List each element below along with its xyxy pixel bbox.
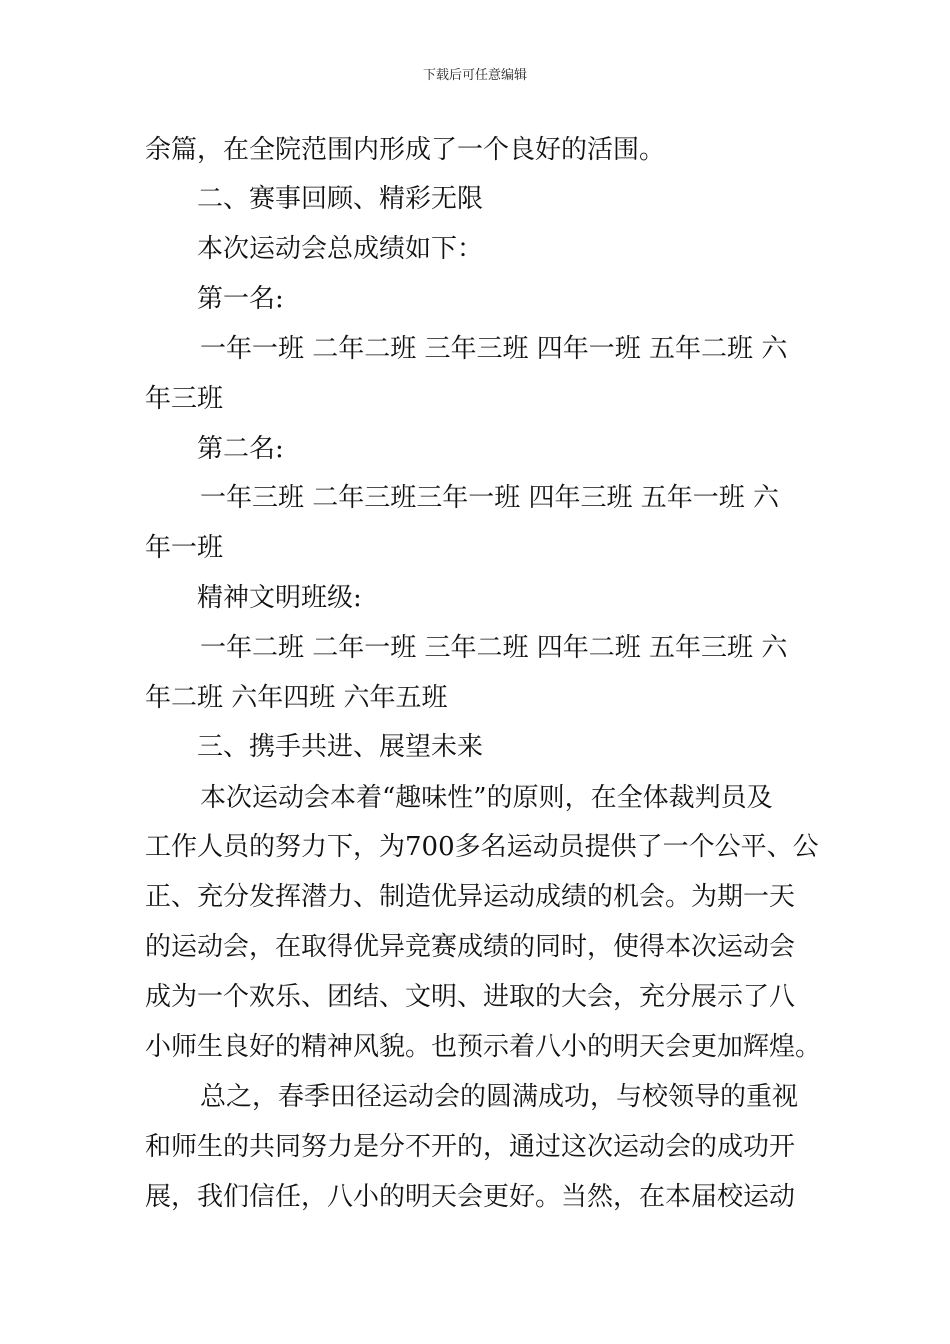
text-line: 本次运动会总成绩如下： [197,234,484,264]
section-heading: 三、携手共进、展望未来 [197,732,484,762]
text-line: 一年三班 二年三班三年一班 四年三班 五年一班 六 [200,483,780,513]
text-line: 的运动会，在取得优异竞赛成绩的同时，使得本次运动会 [145,932,796,962]
result-label: 第二名: [197,434,284,464]
text-line: 工作人员的努力下，为700多名运动员提供了一个公平、公 [145,832,819,862]
text-line: 展，我们信任，八小的明天会更好。当然，在本届校运动 [145,1182,796,1212]
text-line: 余篇，在全院范围内形成了一个良好的活围。 [145,135,666,165]
text-line: 成为一个欢乐、团结、文明、进取的大会，充分展示了八 [145,982,796,1012]
result-label: 第一名: [197,284,284,314]
text-line: 正、充分发挥潜力、制造优异运动成绩的机会。为期一天 [145,882,796,912]
text-line: 年二班 六年四班 六年五班 [145,683,448,713]
text-line: 总之，春季田径运动会的圆满成功，与校领导的重视 [200,1082,799,1112]
result-label: 精神文明班级: [197,583,362,613]
text-line: 和师生的共同努力是分不开的，通过这次运动会的成功开 [145,1132,796,1162]
text-line: 一年二班 二年一班 三年二班 四年二班 五年三班 六 [200,633,788,663]
text-line: 一年一班 二年二班 三年三班 四年一班 五年二班 六 [200,334,788,364]
section-heading: 二、赛事回顾、精彩无限 [197,184,484,214]
text-line: 年三班 [145,384,224,414]
text-line: 本次运动会本着“趣味性”的原则，在全体裁判员及 [200,783,773,813]
text-line: 小师生良好的精神风貌。也预示着八小的明天会更加辉煌。 [145,1032,822,1062]
page-header-note: 下载后可任意编辑 [422,68,527,83]
text-line: 年一班 [145,533,224,563]
